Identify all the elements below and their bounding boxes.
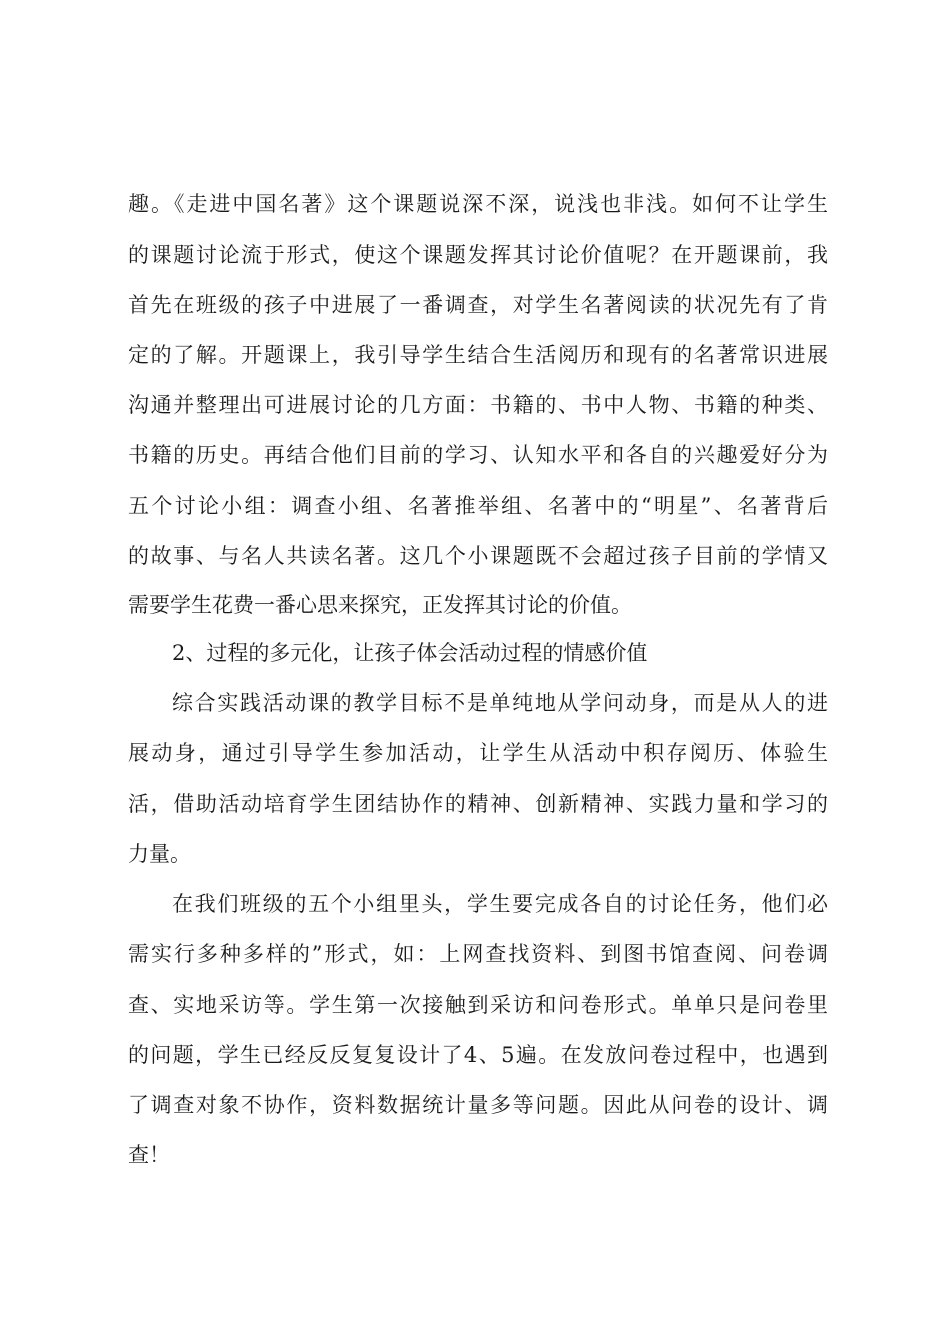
paragraph-3-line-1: 在我们班级的五个小组里头，学生要完成各自的讨论任务，他们必 <box>172 892 828 916</box>
paragraph-3-line-3: 查、实地采访等。学生第一次接触到采访和问卷形式。单单只是问卷里 <box>128 993 828 1017</box>
paragraph-3-line-2: 需实行多种多样的”形式，如：上网查找资料、到图书馆查阅、问卷调 <box>128 942 828 966</box>
paragraph-1-line-1: 趣。《走进中国名著》这个课题说深不深，说浅也非浅。如何不让学生 <box>128 192 828 216</box>
paragraph-2-line-4: 力量。 <box>128 842 191 866</box>
paragraph-3-line-5: 了调查对象不协作，资料数据统计量多等问题。因此从问卷的设计、调 <box>128 1093 828 1117</box>
paragraph-1-line-5: 沟通并整理出可进展讨论的几方面：书籍的、书中人物、书籍的种类、 <box>128 393 828 417</box>
paragraph-1-line-3: 首先在班级的孩子中进展了一番调查，对学生名著阅读的状况先有了肯 <box>128 293 828 317</box>
section-heading: 2、过程的多元化，让孩子体会活动过程的情感价值 <box>172 641 648 665</box>
paragraph-1-line-2: 的课题讨论流于形式，使这个课题发挥其讨论价值呢？在开题课前，我 <box>128 243 828 267</box>
paragraph-1-line-6: 书籍的历史。再结合他们目前的学习、认知水平和各自的兴趣爱好分为 <box>128 443 828 467</box>
paragraph-3-line-6: 查！ <box>128 1143 170 1167</box>
paragraph-1-line-9: 需要学生花费一番心思来探究，正发挥其讨论的价值。 <box>128 593 632 617</box>
paragraph-2-line-2: 展动身，通过引导学生参加活动，让学生从活动中积存阅历、体验生 <box>128 741 828 765</box>
paragraph-2-line-3: 活，借助活动培育学生团结协作的精神、创新精神、实践力量和学习的 <box>128 792 828 816</box>
paragraph-1-line-7: 五个讨论小组：调查小组、名著推举组、名著中的“明星”、名著背后 <box>128 494 828 518</box>
paragraph-1-line-8: 的故事、与名人共读名著。这几个小课题既不会超过孩子目前的学情又 <box>128 544 828 568</box>
paragraph-3-line-4: 的问题，学生已经反反复复设计了4、5遍。在发放问卷过程中，也遇到 <box>128 1043 828 1067</box>
paragraph-1-line-4: 定的了解。开题课上，我引导学生结合生活阅历和现有的名著常识进展 <box>128 343 828 367</box>
paragraph-2-line-1: 综合实践活动课的教学目标不是单纯地从学问动身，而是从人的进 <box>172 691 828 715</box>
